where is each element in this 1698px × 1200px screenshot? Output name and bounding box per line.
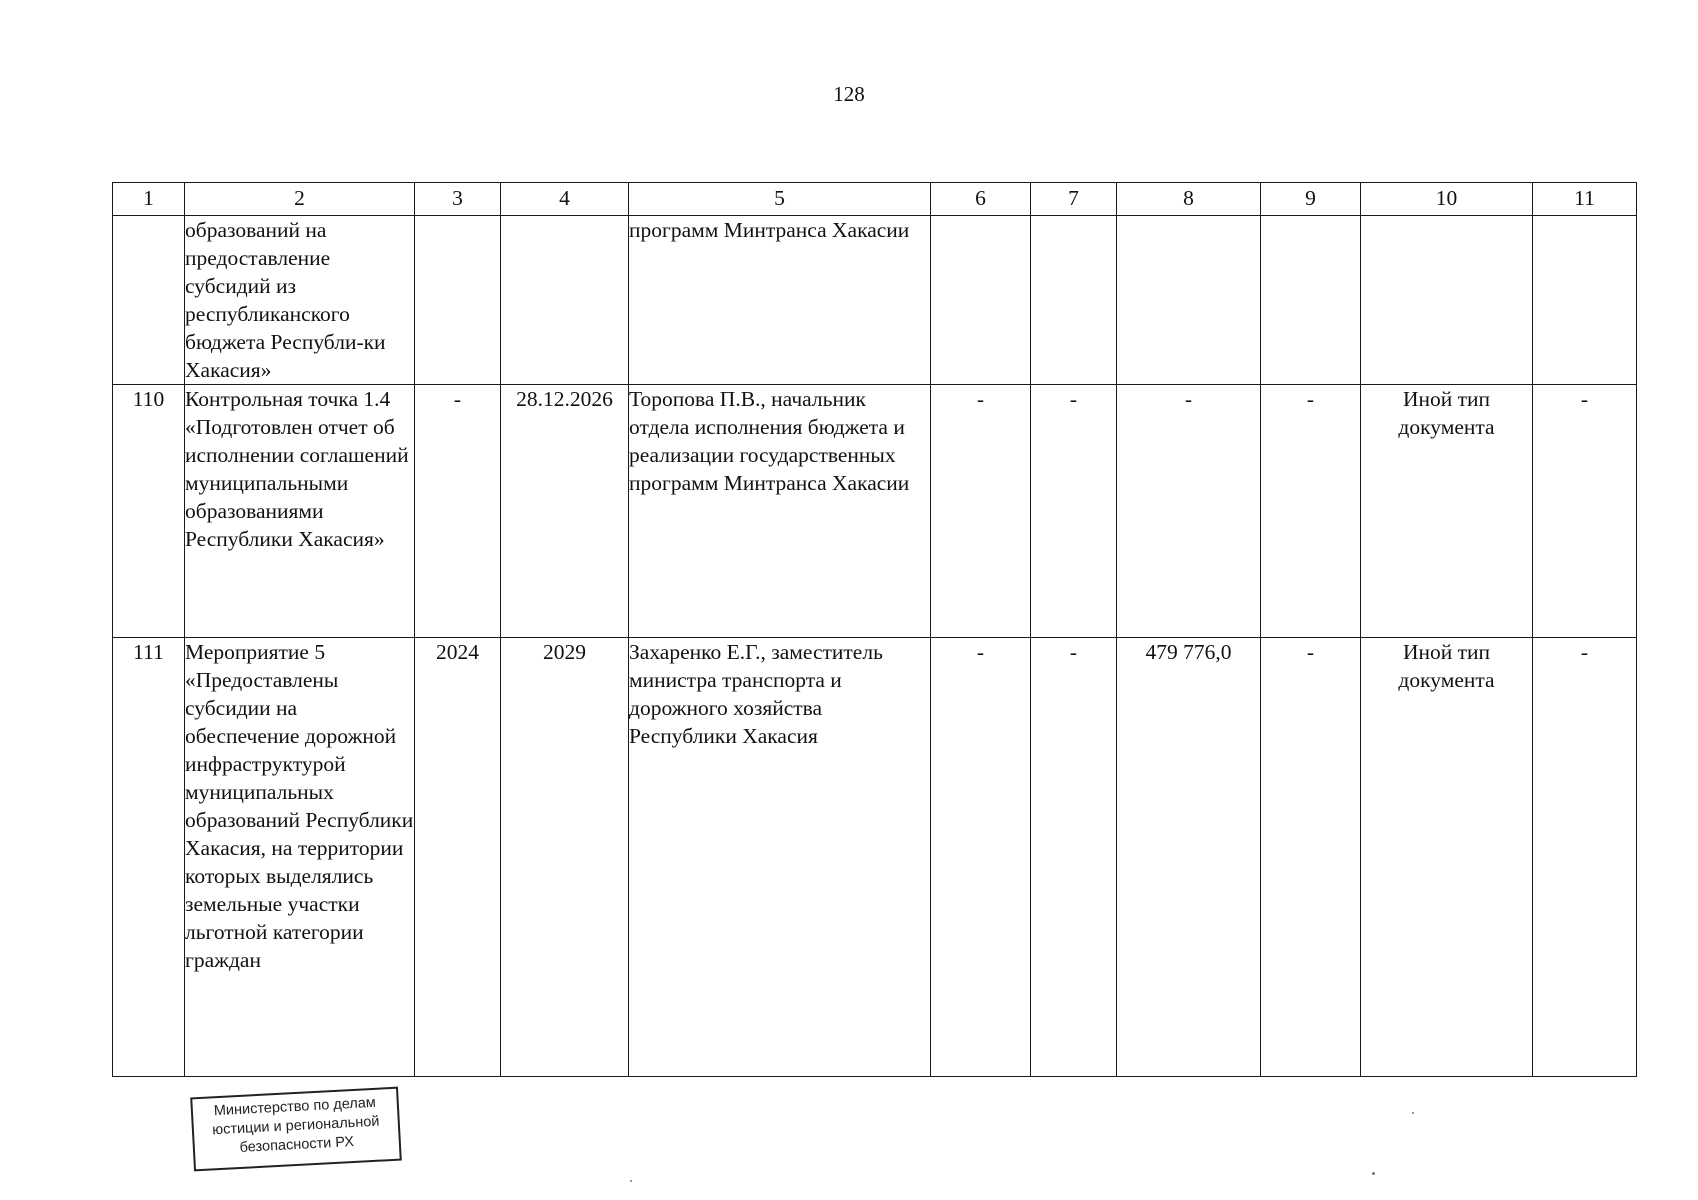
responsible: Захаренко Е.Г., заместитель министра транспорта и дорожного хозяйства Республики Хакасия bbox=[629, 638, 931, 1077]
start-date bbox=[415, 216, 501, 385]
cell-6 bbox=[931, 216, 1031, 385]
cell-7: - bbox=[1031, 638, 1117, 1077]
cell-9: - bbox=[1261, 638, 1361, 1077]
page-number: 128 bbox=[833, 82, 865, 106]
table-row bbox=[113, 216, 1637, 385]
header-cell: 2 bbox=[185, 183, 415, 216]
header-cell: 9 bbox=[1261, 183, 1361, 216]
table-row bbox=[113, 385, 1637, 638]
header-cell: 6 bbox=[931, 183, 1031, 216]
cell-8: 479 776,0 bbox=[1117, 638, 1261, 1077]
row-number bbox=[113, 216, 185, 385]
header-cell: 1 bbox=[113, 183, 185, 216]
table-row bbox=[113, 638, 1637, 1077]
event-name: Мероприятие 5 «Предоставлены субсидии на обеспечение дорожной инфраструктурой муниципальных образований Республики Хакасия, на территории которых выделялись земельные участки льготной категории граждан bbox=[185, 638, 415, 1077]
cell-11 bbox=[1533, 216, 1637, 385]
row-number: 110 bbox=[113, 385, 185, 638]
scan-speck bbox=[1372, 1172, 1375, 1175]
cell-8 bbox=[1117, 216, 1261, 385]
header-cell: 5 bbox=[629, 183, 931, 216]
document-table bbox=[112, 182, 1637, 1077]
scan-speck bbox=[630, 1180, 632, 1182]
header-cell: 10 bbox=[1361, 183, 1533, 216]
responsible: программ Минтранса Хакасии bbox=[629, 216, 931, 385]
end-date: 28.12.2026 bbox=[501, 385, 629, 638]
header-cell: 8 bbox=[1117, 183, 1261, 216]
header-cell: 4 bbox=[501, 183, 629, 216]
cell-11: - bbox=[1533, 638, 1637, 1077]
cell-11: - bbox=[1533, 385, 1637, 638]
stamp-line: безопасности РХ bbox=[239, 1133, 355, 1156]
document-type bbox=[1361, 216, 1533, 385]
header-cell: 11 bbox=[1533, 183, 1637, 216]
header-row bbox=[113, 183, 1637, 216]
start-date: 2024 bbox=[415, 638, 501, 1077]
cell-6: - bbox=[931, 638, 1031, 1077]
responsible: Торопова П.В., начальник отдела исполнения бюджета и реализации государственных программ Минтранса Хакасии bbox=[629, 385, 931, 638]
registration-stamp bbox=[190, 1087, 402, 1172]
stamp-line: юстиции и региональной bbox=[211, 1113, 380, 1139]
stamp-line: Министерство по делам bbox=[213, 1094, 377, 1120]
end-date: 2029 bbox=[501, 638, 629, 1077]
header-cell: 7 bbox=[1031, 183, 1117, 216]
header-cell: 3 bbox=[415, 183, 501, 216]
event-name: Контрольная точка 1.4 «Подготовлен отчет об исполнении соглашений муниципальными образованиями Республики Хакасия» bbox=[185, 385, 415, 638]
document-type: Иной тип документа bbox=[1361, 385, 1533, 638]
cell-9: - bbox=[1261, 385, 1361, 638]
cell-9 bbox=[1261, 216, 1361, 385]
document-type: Иной тип документа bbox=[1361, 638, 1533, 1077]
cell-7 bbox=[1031, 216, 1117, 385]
scan-speck bbox=[1412, 1112, 1414, 1114]
cell-6: - bbox=[931, 385, 1031, 638]
start-date: - bbox=[415, 385, 501, 638]
row-number: 111 bbox=[113, 638, 185, 1077]
event-name: образований на предоставление субсидий из республиканского бюджета Республи-ки Хакасия» bbox=[185, 216, 415, 385]
cell-7: - bbox=[1031, 385, 1117, 638]
cell-8: - bbox=[1117, 385, 1261, 638]
end-date bbox=[501, 216, 629, 385]
